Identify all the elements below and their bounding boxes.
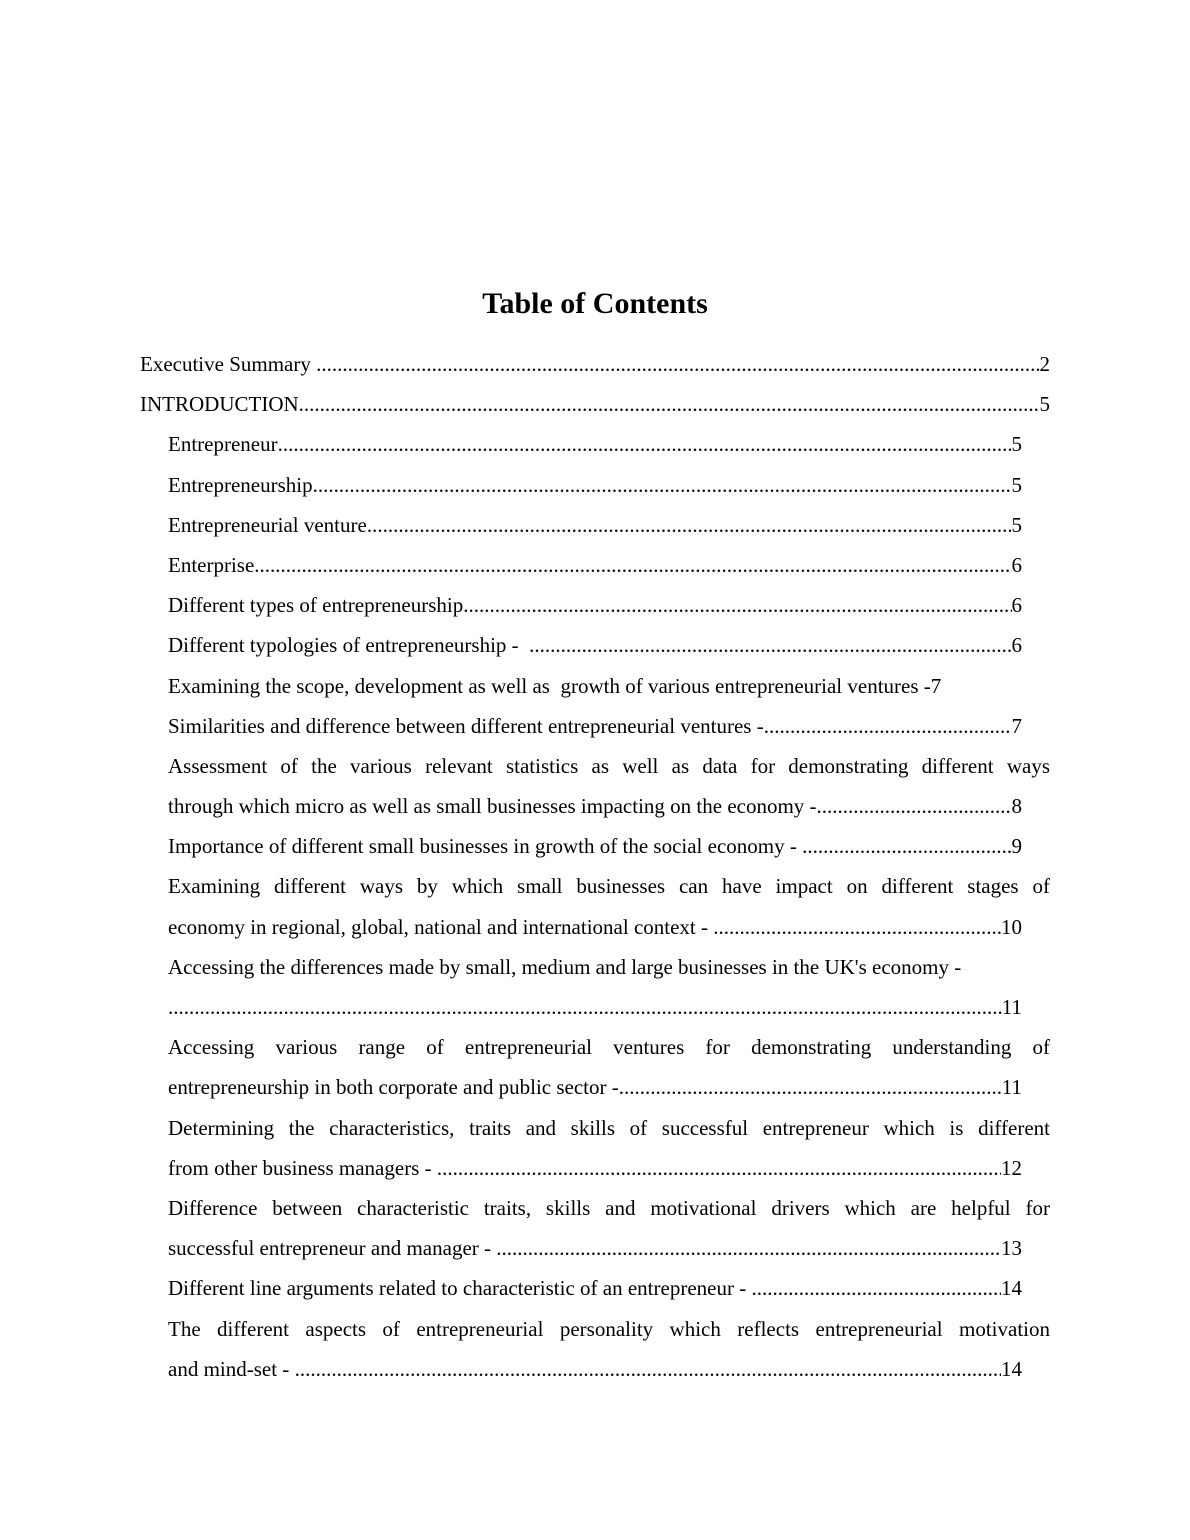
toc-page-number: 8 (1011, 794, 1022, 819)
toc-entry-label: Entrepreneurship (168, 472, 313, 497)
dot-leader (313, 465, 1012, 505)
toc-entry-examining-ways-line2[interactable] (140, 907, 1022, 947)
toc-entry-label: Different types of entrepreneurship (168, 593, 464, 618)
toc-entry-different-typologies[interactable] (140, 625, 1022, 665)
toc-page-number: 11 (1001, 1075, 1022, 1100)
toc-page-number: 7 (1011, 713, 1022, 738)
toc-entry-personality-line2[interactable] (140, 1349, 1022, 1389)
toc-entry-assessment-line1[interactable]: Assessment of the various relevant statistics as well as data for demonstrating different ways (168, 753, 1050, 778)
toc-entry-label: Similarities and difference between different entrepreneurial ventures - (168, 713, 764, 738)
toc-page-number: 2 (1039, 352, 1050, 376)
dot-leader (817, 786, 1012, 826)
toc-entry-introduction[interactable] (140, 384, 1050, 424)
page-title: Table of Contents (482, 287, 708, 320)
toc-entry-assessment-line2[interactable] (140, 786, 1022, 826)
toc-entry-personality-line1[interactable]: The different aspects of entrepreneurial personality which reflects entrepreneurial motivation (168, 1316, 1050, 1341)
toc-entry-entrepreneur[interactable] (140, 424, 1022, 464)
toc-entry-label: Entrepreneurial venture (168, 512, 367, 537)
toc-page-number: 6 (1011, 593, 1022, 618)
toc-page-number: 14 (1001, 1356, 1022, 1381)
toc-entry-label: Examining the scope, development as well as growth of various entrepreneurial ventures - (168, 673, 931, 698)
toc-page-number: 5 (1011, 512, 1022, 537)
dot-leader (168, 987, 1002, 1027)
toc-entry-label: Entrepreneur (168, 432, 278, 457)
toc-entry-determining-line2[interactable] (140, 1148, 1022, 1188)
toc-entry-entrepreneurship[interactable] (140, 465, 1022, 505)
toc-page-number: 5 (1039, 392, 1050, 417)
toc-page-number: 7 (930, 673, 942, 698)
toc-entry-difference-traits-line1[interactable]: Difference between characteristic traits, skills and motivational drivers which are helpful for (168, 1195, 1050, 1220)
toc-list (140, 344, 1050, 1389)
dot-leader (254, 545, 1011, 585)
toc-entry-accessing-range-line1[interactable]: Accessing various range of entrepreneurial ventures for demonstrating understanding of (168, 1035, 1050, 1060)
dot-leader (496, 1228, 1001, 1268)
toc-entry-importance[interactable] (140, 826, 1022, 866)
dot-leader (278, 424, 1012, 464)
toc-entry-entrepreneurial-venture[interactable] (140, 505, 1022, 545)
dot-leader (529, 625, 1011, 665)
toc-entry-label: Different typologies of entrepreneurship - (168, 633, 530, 658)
dot-leader (299, 384, 1040, 424)
toc-entry-accessing-range-line2[interactable] (140, 1067, 1022, 1107)
toc-entry-label: and mind-set - (168, 1356, 295, 1381)
dot-leader (802, 826, 1011, 866)
dot-leader (751, 1268, 1001, 1308)
toc-entry-label: successful entrepreneur and manager - (168, 1236, 497, 1261)
toc-entry-label: economy in regional, global, national and international context - (168, 914, 714, 939)
toc-entry-line-arguments[interactable] (140, 1268, 1022, 1308)
toc-entry-different-types[interactable] (140, 585, 1022, 625)
toc-entry-label: Importance of different small businesses in growth of the social economy - (168, 834, 803, 859)
toc-entry-accessing-differences-line1[interactable]: Accessing the differences made by small, medium and large businesses in the UK's economy - (168, 954, 962, 979)
dot-leader (437, 1148, 1001, 1188)
toc-entry-label: Executive Summary (140, 352, 317, 376)
dot-leader (463, 585, 1011, 625)
toc-page-number: 6 (1011, 552, 1022, 577)
toc-entry-enterprise[interactable] (140, 545, 1022, 585)
dot-leader (713, 907, 1001, 947)
dot-leader (619, 1067, 1002, 1107)
toc-entry-difference-traits-line2[interactable] (140, 1228, 1022, 1268)
toc-page-number: 6 (1011, 633, 1022, 658)
toc-page-number: 12 (1001, 1155, 1022, 1180)
dot-leader (295, 1349, 1001, 1389)
toc-page-number: 5 (1011, 432, 1022, 457)
toc-page-number: 10 (1001, 914, 1022, 939)
toc-page-number: 14 (1001, 1276, 1022, 1301)
toc-page-number: 11 (1001, 995, 1022, 1019)
toc-entry-accessing-differences-line2[interactable] (140, 987, 1022, 1027)
toc-page-number: 13 (1001, 1236, 1022, 1261)
toc-entry-label: through which micro as well as small businesses impacting on the economy - (168, 794, 817, 819)
dot-leader (367, 505, 1012, 545)
toc-entry-label: INTRODUCTION (140, 392, 299, 417)
toc-entry-determining-line1[interactable]: Determining the characteristics, traits and skills of successful entrepreneur which is different (168, 1115, 1050, 1140)
toc-entry-label: Enterprise (168, 552, 255, 577)
toc-entry-examining-ways-line1[interactable]: Examining different ways by which small businesses can have impact on different stages of (168, 874, 1050, 899)
toc-entry-similarities[interactable] (140, 706, 1022, 746)
toc-entry-label: Different line arguments related to characteristic of an entrepreneur - (168, 1276, 752, 1301)
dot-leader (316, 344, 1039, 384)
toc-page-number: 9 (1011, 834, 1022, 859)
toc-entry-executive-summary[interactable] (140, 344, 1050, 384)
toc-page-number: 5 (1011, 472, 1022, 497)
toc-entry-label: from other business managers - (168, 1155, 437, 1180)
dot-leader (764, 706, 1012, 746)
toc-entry-examining-scope[interactable] (140, 666, 1050, 706)
toc-entry-label: entrepreneurship in both corporate and public sector - (168, 1075, 619, 1100)
